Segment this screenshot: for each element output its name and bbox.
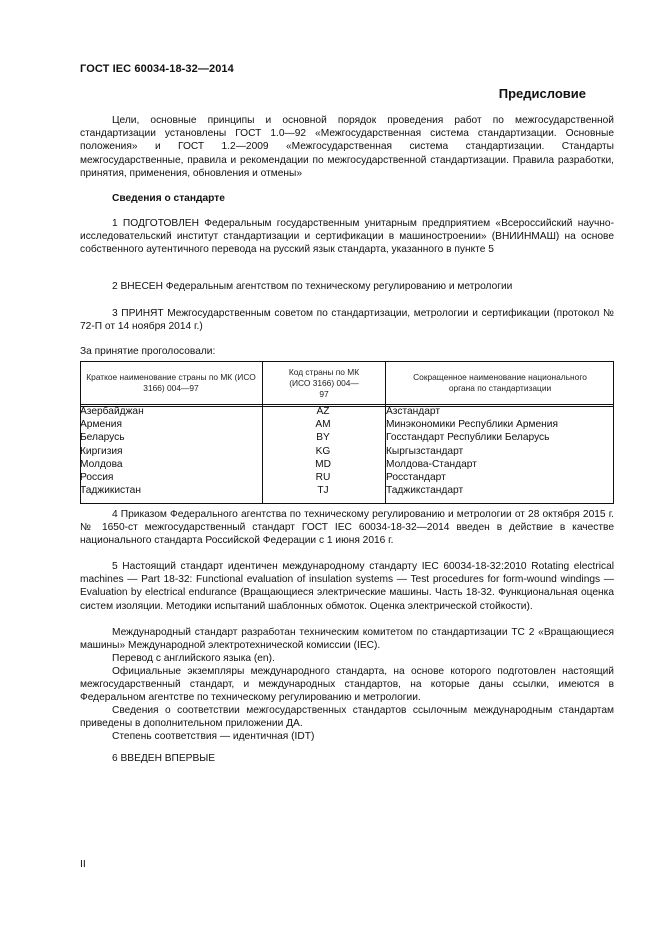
country-cell: Киргизия <box>80 445 123 457</box>
table-row <box>80 431 614 444</box>
country-cell: Таджикистан <box>80 485 141 497</box>
item-5-committee-paragraph: Международный стандарт разработан техническим комитетом по стандартизации TC 2 «Вращающиеся машины» Международной электротехнической комиссии (IEC). <box>80 627 614 652</box>
table-border-bottom <box>80 503 614 504</box>
item-5-copies-paragraph: Официальные экземпляры международного стандарта, на основе которого подготовлен настоящий межгосударственный стандарт, и международных стандартов, на которые даны ссылки, имеются в Федеральном агентстве по техническому регулированию и метрологии. <box>80 666 614 704</box>
table-row <box>80 471 614 484</box>
code-cell: KG <box>315 445 331 457</box>
item-1-paragraph: 1 ПОДГОТОВЛЕН Федеральным государственным унитарным предприятием «Всероссийский научно-исследовательский институт стандартизации и сертификации в машиностроении» (ВНИИНМАШ) на основе собственного аутентичного перевода на русский язык стандарта, указанного в пункте 5 <box>80 218 614 256</box>
item-6-paragraph: 6 ВВЕДЕН ВПЕРВЫЕ <box>112 753 216 764</box>
page-title: Предисловие <box>498 86 586 101</box>
country-cell: Россия <box>80 471 114 483</box>
body-cell: Молдова-Стандарт <box>386 458 477 470</box>
body-cell: Госстандарт Республики Беларусь <box>386 432 550 444</box>
body-cell: Таджикстандарт <box>386 485 464 497</box>
table-row <box>80 458 614 471</box>
table-row <box>80 418 614 431</box>
table-header <box>80 361 614 407</box>
table-row <box>80 484 614 497</box>
item-5-translation-paragraph: Перевод с английского языка (en). <box>112 653 275 664</box>
table-header-body: Сокращенное наименование национального органа по стандартизации <box>413 372 587 393</box>
code-cell: BY <box>316 432 330 444</box>
intro-paragraph: Цели, основные принципы и основной порядок проведения работ по межгосударственной стандартизации установлены ГОСТ 1.0—92 «Межгосударственная система стандартизации. Основные положения» и ГОСТ 1.2—2009 «Межгосударственная система стандартизации. Стандарты межгосударственные, правила и рекомендации по межгосударственной стандартизации. Правила разработки, принятия, применения, обновления и отмены» <box>80 115 614 179</box>
item-3-paragraph: 3 ПРИНЯТ Межгосударственным советом по стандартизации, метрологии и сертификации (протокол № 72-П от 14 ноября 2014 г.) <box>80 308 614 333</box>
table-body <box>80 405 614 497</box>
item-5-conformity-paragraph: Степень соответствия — идентичная (IDT) <box>112 731 315 742</box>
country-cell: Армения <box>80 419 122 431</box>
document-header: ГОСТ IEC 60034-18-32—2014 <box>80 63 234 75</box>
voting-table <box>80 361 614 503</box>
section-subheading: Сведения о стандарте <box>112 193 225 204</box>
item-5-paragraph: 5 Настоящий стандарт идентичен международному стандарту IEC 60034-18-32:2010 Rotating electrical machines — Part 18-32: Functional evaluation of insulation systems — Test procedures for form-wound windings — Evaluation by electrical endurance (Вращающиеся электрические машины. Часть 18-32. Функциональная оценка систем изоляции. Методики испытаний шаблонных обмоток. Оценка электрической стойкости). <box>80 561 614 612</box>
voted-caption: За принятие проголосовали: <box>80 346 216 357</box>
item-2-paragraph: 2 ВНЕСЕН Федеральным агентством по техническому регулированию и метрологии <box>112 281 513 292</box>
body-cell: Кыргызстандарт <box>386 445 464 457</box>
table-row <box>80 445 614 458</box>
body-cell: Росстандарт <box>386 471 446 483</box>
country-cell: Азербайджан <box>80 406 144 417</box>
code-cell: RU <box>315 471 331 483</box>
code-cell: TJ <box>317 485 329 497</box>
page-number: II <box>80 858 86 870</box>
code-cell: AZ <box>316 406 330 417</box>
item-5-references-paragraph: Сведения о соответствии межгосударственных стандартов ссылочным международным стандартам приведены в дополнительном приложении ДА. <box>80 705 614 730</box>
table-header-code: Код страны по МК (ИСО 3166) 004—97 <box>288 366 360 399</box>
code-cell: AM <box>315 419 331 431</box>
country-cell: Беларусь <box>80 432 125 444</box>
body-cell: Азстандарт <box>386 406 441 417</box>
country-cell: Молдова <box>80 458 123 470</box>
table-header-country: Краткое наименование страны по МК (ИСО 3166) 004—97 <box>86 372 256 393</box>
code-cell: MD <box>315 458 331 470</box>
table-row <box>80 405 614 418</box>
item-4-paragraph: 4 Приказом Федерального агентства по техническому регулированию и метрологии от 28 октября 2015 г. № 1650-ст межгосударственный стандарт ГОСТ IEC 60034-18-32—2014 введен в действие в качестве национального стандарта Российской Федерации с 1 июня 2016 г. <box>80 509 614 547</box>
body-cell: Минэкономики Республики Армения <box>386 419 558 431</box>
